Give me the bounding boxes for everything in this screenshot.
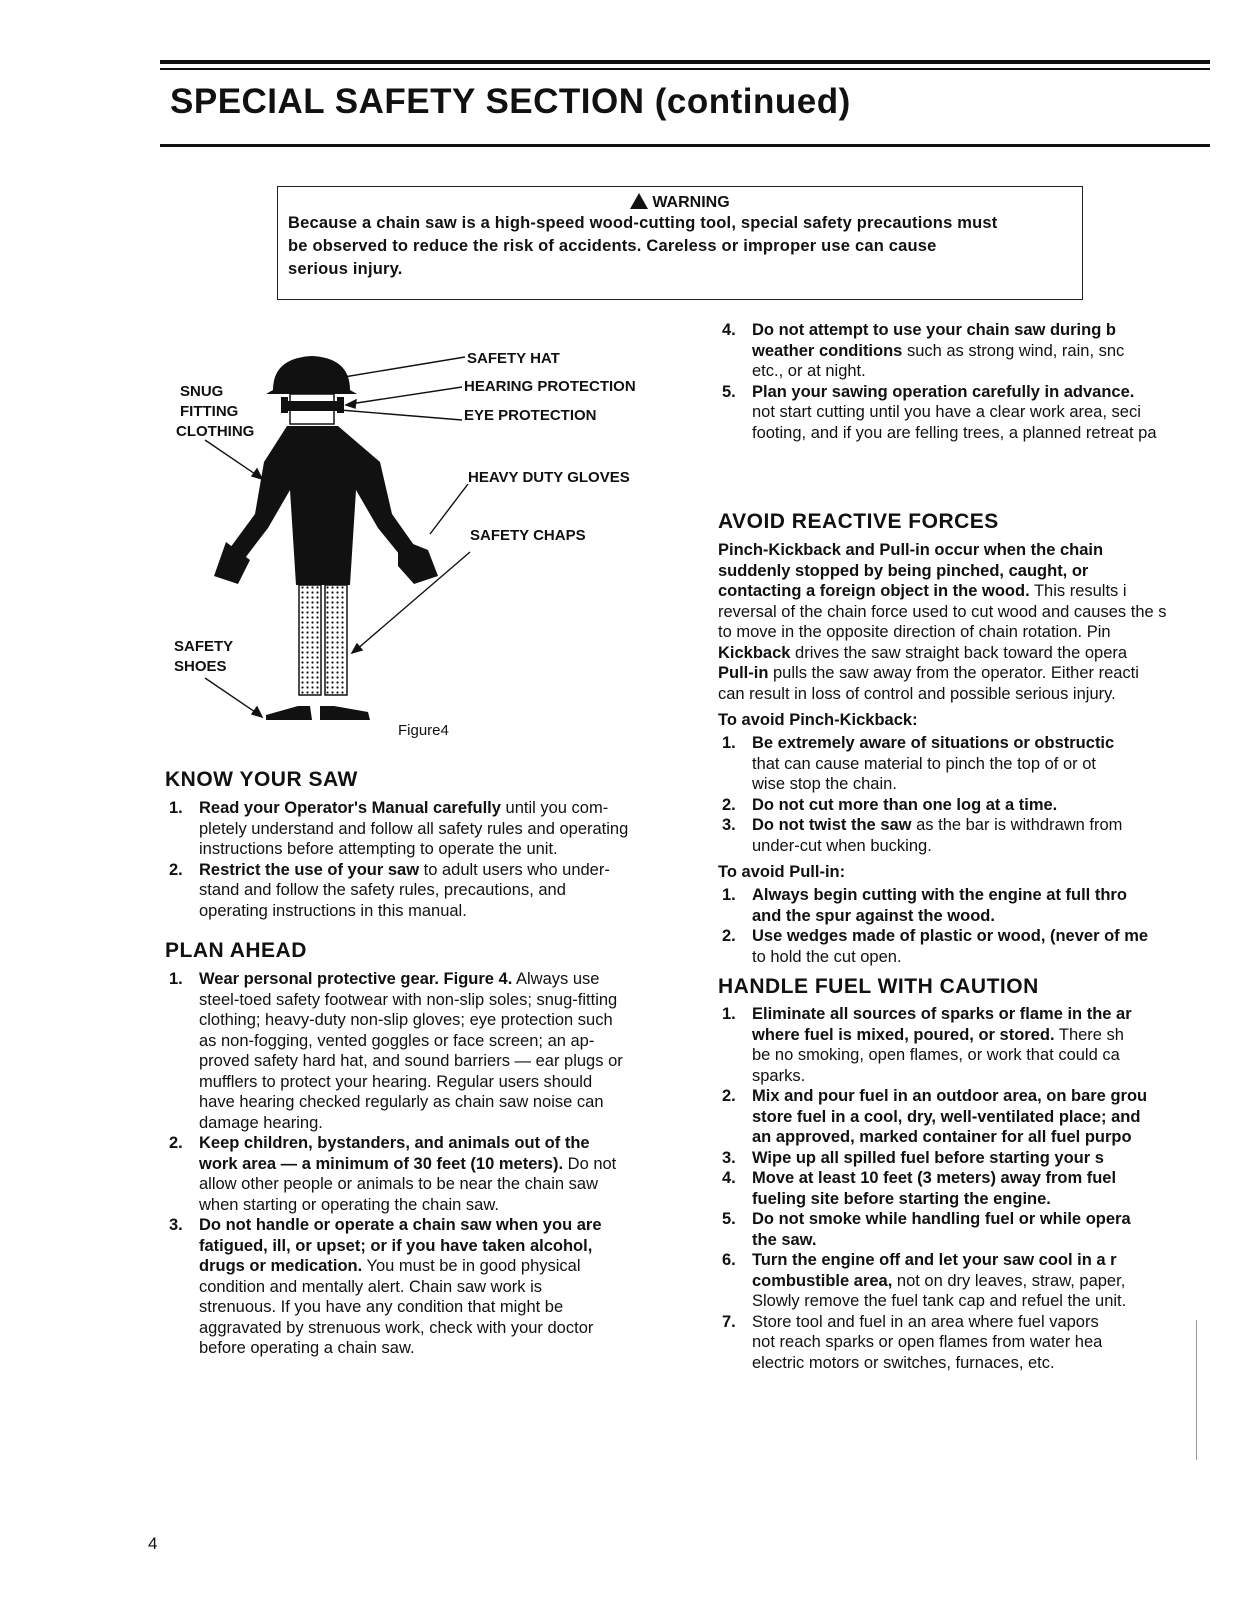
- item-number: 1.: [722, 734, 736, 752]
- regular-text: operating instructions in this manual.: [199, 901, 467, 920]
- regular-text: under-cut when bucking.: [752, 836, 932, 855]
- regular-text: not start cutting until you have a clear work area, seci: [752, 403, 1141, 421]
- section-heading-plan-ahead: PLAN AHEAD: [165, 939, 307, 962]
- paragraph-line: [718, 643, 1194, 664]
- item-line: [752, 320, 1194, 341]
- section-heading-know-your-saw: KNOW YOUR SAW: [165, 768, 358, 791]
- bold-text: Eliminate all sources of sparks or flame in the ar: [752, 1005, 1132, 1023]
- bold-text: Use wedges made of plastic or wood, (never of me: [752, 927, 1149, 945]
- bold-text: Mix and pour fuel in an outdoor area, on bare grou: [752, 1087, 1148, 1105]
- regular-text: aggravated by strenuous work, check with your doctor: [199, 1318, 594, 1337]
- regular-text: can result in loss of control and possible serious injury.: [718, 684, 1116, 703]
- bold-text: Restrict the use of your saw: [199, 860, 420, 879]
- bold-text: Do not cut more than one log at a time.: [752, 795, 1058, 814]
- regular-text: to adult users who under-: [419, 860, 610, 879]
- list: [718, 733, 1194, 856]
- list-item: [718, 1148, 1194, 1169]
- regular-text: that can cause material to pinch the top of or ot: [752, 754, 1096, 773]
- bold-text: where fuel is mixed, poured, or stored.: [752, 1025, 1055, 1044]
- item-line: [752, 382, 1194, 403]
- item-line: [752, 402, 1194, 423]
- item-line: [199, 1072, 685, 1093]
- bold-text: fueling site before starting the engine.: [752, 1189, 1051, 1208]
- figure-caption: Figure4: [398, 722, 449, 739]
- bold-text: Wear personal protective gear. Figure 4.: [199, 970, 513, 988]
- regular-text: have hearing checked regularly as chain saw noise can: [199, 1093, 604, 1111]
- list-item: [718, 1209, 1194, 1250]
- page-number: 4: [148, 1534, 158, 1553]
- item-line: [752, 1004, 1194, 1025]
- safety-shoe-right: [320, 706, 370, 720]
- item-line: [752, 795, 1194, 816]
- item-number: 5.: [722, 1210, 736, 1228]
- regular-text: such as strong wind, rain, snc: [902, 341, 1125, 360]
- bold-text: Do not smoke while handling fuel or while opera: [752, 1210, 1131, 1228]
- item-line: [752, 1086, 1194, 1107]
- item-line: [752, 1250, 1194, 1271]
- list-item: [718, 885, 1194, 926]
- list-item: [165, 1133, 685, 1215]
- regular-text: electric motors or switches, furnaces, etc.: [752, 1353, 1055, 1372]
- item-number: 2.: [722, 1087, 736, 1105]
- item-number: 4.: [722, 1169, 736, 1187]
- item-line: [752, 341, 1194, 362]
- item-line: [752, 1312, 1194, 1333]
- regular-text: stand and follow the safety rules, precautions, and: [199, 881, 566, 899]
- list-item: [165, 1215, 685, 1359]
- label-clothing: CLOTHING: [176, 423, 255, 440]
- item-number: 5.: [722, 382, 736, 401]
- item-line: [752, 815, 1194, 836]
- item-line: [199, 1031, 685, 1052]
- item-line: [752, 1107, 1194, 1128]
- safety-chaps-left: [299, 585, 321, 695]
- list-item: [718, 1086, 1194, 1148]
- regular-text: as the bar is withdrawn from: [911, 816, 1123, 834]
- bold-text: Keep children, bystanders, and animals out of the: [199, 1134, 590, 1152]
- bold-text: and the spur against the wood.: [752, 906, 995, 925]
- item-number: 1.: [169, 799, 183, 817]
- item-line: [199, 819, 685, 840]
- regular-text: not on dry leaves, straw, paper,: [892, 1271, 1126, 1290]
- bold-text: an approved, marked container for all fuel purpo: [752, 1128, 1132, 1146]
- bold-text: store fuel in a cool, dry, well-ventilated place; and: [752, 1107, 1141, 1126]
- bold-text: Move at least 10 feet (3 meters) away from fuel: [752, 1169, 1117, 1187]
- item-line: [199, 1297, 685, 1318]
- regular-text: to hold the cut open.: [752, 947, 902, 966]
- reactive-intro: [718, 540, 1194, 704]
- bold-text: Do not twist the saw: [752, 816, 912, 834]
- section-heading-avoid-reactive-forces: AVOID REACTIVE FORCES: [718, 510, 999, 533]
- item-number: 1.: [722, 1005, 736, 1023]
- item-number: 2.: [169, 1134, 183, 1152]
- item-line: [199, 1010, 685, 1031]
- item-line: [199, 839, 685, 860]
- label-safety-hat: SAFETY HAT: [467, 350, 560, 367]
- label-shoes: SHOES: [174, 658, 227, 675]
- regular-text: before operating a chain saw.: [199, 1339, 415, 1357]
- item-line: [199, 901, 685, 922]
- safety-chaps-right: [325, 585, 347, 695]
- item-number: 1.: [722, 886, 736, 904]
- paragraph-line: [718, 663, 1194, 684]
- item-number: 2.: [722, 927, 736, 945]
- list: [165, 969, 685, 1359]
- item-line: [752, 926, 1194, 947]
- item-line: [752, 1353, 1194, 1374]
- regular-text: proved safety hard hat, and sound barriers — ear plugs or: [199, 1052, 623, 1070]
- regular-text: not reach sparks or open flames from water hea: [752, 1333, 1103, 1351]
- list: [718, 320, 1194, 443]
- list-item: [165, 860, 685, 922]
- bold-text: drugs or medication.: [199, 1257, 363, 1275]
- item-line: [199, 1133, 685, 1154]
- label-safety-chaps: SAFETY CHAPS: [470, 527, 586, 544]
- regular-text: condition and mentally alert. Chain saw work is: [199, 1277, 542, 1296]
- regular-text: to move in the opposite direction of chain rotation. Pin: [718, 623, 1111, 641]
- warning-line: serious injury.: [288, 260, 403, 278]
- item-line: [199, 1318, 685, 1339]
- label-hearing-protection: HEARING PROTECTION: [464, 378, 636, 395]
- item-line: [752, 1127, 1194, 1148]
- page-title: SPECIAL SAFETY SECTION (continued): [170, 82, 851, 121]
- regular-text: as non-fogging, vented goggles or face screen; an ap-: [199, 1031, 595, 1050]
- paragraph-line: [718, 602, 1194, 623]
- scan-edge-line: [1196, 1320, 1197, 1460]
- item-line: [199, 860, 685, 881]
- regular-text: damage hearing.: [199, 1113, 323, 1132]
- regular-text: clothing; heavy-duty non-slip gloves; eye protection such: [199, 1011, 613, 1029]
- item-line: [752, 947, 1194, 968]
- regular-text: This results i: [1029, 582, 1127, 600]
- item-line: [199, 880, 685, 901]
- item-number: 3.: [722, 1148, 736, 1167]
- regular-text: Slowly remove the fuel tank cap and refuel the unit.: [752, 1292, 1127, 1310]
- paragraph-line: [718, 622, 1194, 643]
- bold-text: Always begin cutting with the engine at full thro: [752, 886, 1127, 904]
- item-line: [752, 1066, 1194, 1087]
- eye-protection-shape: [286, 401, 338, 411]
- label-heavy-duty-gloves: HEAVY DUTY GLOVES: [468, 469, 630, 486]
- item-line: [752, 733, 1194, 754]
- left-column: [165, 768, 685, 1359]
- item-number: 7.: [722, 1312, 736, 1331]
- torso-shape: [230, 426, 416, 585]
- bold-text: the saw.: [752, 1230, 817, 1249]
- bold-text: suddenly stopped by being pinched, caught, or: [718, 561, 1089, 580]
- bold-text: Pinch-Kickback and Pull-in occur when the chain: [718, 541, 1104, 559]
- label-safety: SAFETY: [174, 638, 234, 655]
- item-line: [199, 1154, 685, 1175]
- ear-muff-left: [281, 397, 288, 413]
- subheading-pull-in: To avoid Pull-in:: [718, 863, 846, 881]
- right-column: [718, 320, 1194, 1373]
- item-line: [752, 1230, 1194, 1251]
- bold-text: Do not attempt to use your chain saw during b: [752, 321, 1116, 339]
- item-number: 2.: [722, 795, 736, 814]
- bold-text: Be extremely aware of situations or obstructic: [752, 734, 1115, 752]
- regular-text: wise stop the chain.: [752, 775, 897, 793]
- regular-text: Store tool and fuel in an area where fuel vapors: [752, 1312, 1099, 1331]
- item-number: 6.: [722, 1251, 736, 1269]
- item-line: [752, 754, 1194, 775]
- item-line: [752, 906, 1194, 927]
- regular-text: drives the saw straight back toward the opera: [790, 643, 1128, 662]
- regular-text: You must be in good physical: [362, 1257, 581, 1275]
- label-eye-protection: EYE PROTECTION: [464, 407, 597, 424]
- glove-right: [398, 538, 438, 584]
- subheading-pinch-kickback: To avoid Pinch-Kickback:: [718, 711, 918, 729]
- item-number: 1.: [169, 970, 183, 988]
- paragraph-line: [718, 540, 1194, 561]
- regular-text: strenuous. If you have any condition that might be: [199, 1298, 564, 1316]
- list-item: [718, 795, 1194, 816]
- item-number: 2.: [169, 860, 183, 879]
- regular-text: sparks.: [752, 1066, 806, 1085]
- label-snug: SNUG: [180, 383, 224, 400]
- list-item: [165, 798, 685, 860]
- item-line: [199, 1236, 685, 1257]
- item-line: [752, 423, 1194, 444]
- item-line: [752, 1332, 1194, 1353]
- regular-text: allow other people or animals to be near the chain saw: [199, 1175, 598, 1193]
- regular-text: pulls the saw away from the operator. Either reacti: [768, 664, 1139, 682]
- list-item: [165, 969, 685, 1133]
- item-line: [752, 1025, 1194, 1046]
- regular-text: be no smoking, open flames, or work that could ca: [752, 1046, 1120, 1064]
- list-item: [718, 1004, 1194, 1086]
- regular-text: Always use: [512, 970, 600, 988]
- bold-text: fatigued, ill, or upset; or if you have taken alcohol,: [199, 1236, 593, 1255]
- list-item: [718, 733, 1194, 795]
- item-number: 3.: [722, 816, 736, 834]
- item-line: [199, 1113, 685, 1134]
- item-line: [199, 1338, 685, 1359]
- item-line: [199, 990, 685, 1011]
- regular-text: Do not: [563, 1154, 617, 1173]
- regular-text: There sh: [1054, 1025, 1124, 1044]
- bold-text: work area — a minimum of 30 feet (10 meters).: [199, 1154, 564, 1173]
- list: [165, 798, 685, 921]
- regular-text: until you com-: [500, 799, 609, 817]
- bold-text: Pull-in: [718, 664, 769, 682]
- item-line: [199, 798, 685, 819]
- item-line: [752, 1148, 1194, 1169]
- bold-text: Plan your sawing operation carefully in advance.: [752, 382, 1135, 401]
- bold-text: Read your Operator's Manual carefully: [199, 799, 501, 817]
- safety-shoe-left: [266, 706, 312, 720]
- item-line: [199, 1092, 685, 1113]
- bold-text: weather conditions: [752, 341, 903, 360]
- label-fitting: FITTING: [180, 403, 239, 420]
- item-line: [752, 1291, 1194, 1312]
- item-line: [752, 1168, 1194, 1189]
- item-number: 4.: [722, 321, 736, 339]
- item-line: [752, 774, 1194, 795]
- list-item: [718, 320, 1194, 382]
- regular-text: when starting or operating the chain saw.: [199, 1195, 499, 1214]
- item-line: [199, 1256, 685, 1277]
- list-item: [718, 1168, 1194, 1209]
- regular-text: footing, and if you are felling trees, a planned retreat pa: [752, 423, 1157, 442]
- item-line: [752, 1189, 1194, 1210]
- regular-text: reversal of the chain force used to cut wood and causes the s: [718, 602, 1167, 621]
- item-line: [199, 1195, 685, 1216]
- bold-text: combustible area,: [752, 1271, 893, 1290]
- item-line: [199, 1215, 685, 1236]
- list-item: [718, 1250, 1194, 1312]
- bold-text: Kickback: [718, 643, 791, 662]
- paragraph-line: [718, 561, 1194, 582]
- item-line: [199, 1051, 685, 1072]
- regular-text: instructions before attempting to operate the unit.: [199, 840, 558, 858]
- item-line: [199, 1277, 685, 1298]
- paragraph-line: [718, 684, 1194, 705]
- regular-text: etc., or at night.: [752, 362, 866, 380]
- warning-line: be observed to reduce the risk of accidents. Careless or improper use can cause: [288, 237, 937, 255]
- item-line: [199, 1174, 685, 1195]
- regular-text: steel-toed safety footwear with non-slip soles; snug-fitting: [199, 990, 618, 1009]
- regular-text: pletely understand and follow all safety rules and operating: [199, 819, 629, 838]
- list-item: [718, 926, 1194, 967]
- bold-text: Turn the engine off and let your saw cool in a r: [752, 1251, 1117, 1269]
- regular-text: mufflers to protect your hearing. Regular users should: [199, 1072, 593, 1091]
- item-line: [752, 1045, 1194, 1066]
- item-line: [752, 361, 1194, 382]
- warning-heading-text: WARNING: [652, 194, 730, 211]
- bold-text: Do not handle or operate a chain saw when you are: [199, 1216, 602, 1234]
- item-number: 3.: [169, 1216, 183, 1234]
- list-item: [718, 815, 1194, 856]
- list-item: [718, 1312, 1194, 1374]
- person-illustration: [214, 356, 438, 720]
- item-line: [752, 885, 1194, 906]
- list: [718, 885, 1194, 967]
- section-heading-handle-fuel: HANDLE FUEL WITH CAUTION: [718, 975, 1039, 998]
- item-line: [199, 969, 685, 990]
- item-line: [752, 1271, 1194, 1292]
- list: [718, 1004, 1194, 1373]
- bold-text: contacting a foreign object in the wood.: [718, 582, 1030, 600]
- paragraph-line: [718, 581, 1194, 602]
- bold-text: Wipe up all spilled fuel before starting your s: [752, 1148, 1104, 1167]
- item-line: [752, 836, 1194, 857]
- warning-line: Because a chain saw is a high-speed wood-cutting tool, special safety precautions must: [288, 214, 998, 232]
- list-item: [718, 382, 1194, 444]
- item-line: [752, 1209, 1194, 1230]
